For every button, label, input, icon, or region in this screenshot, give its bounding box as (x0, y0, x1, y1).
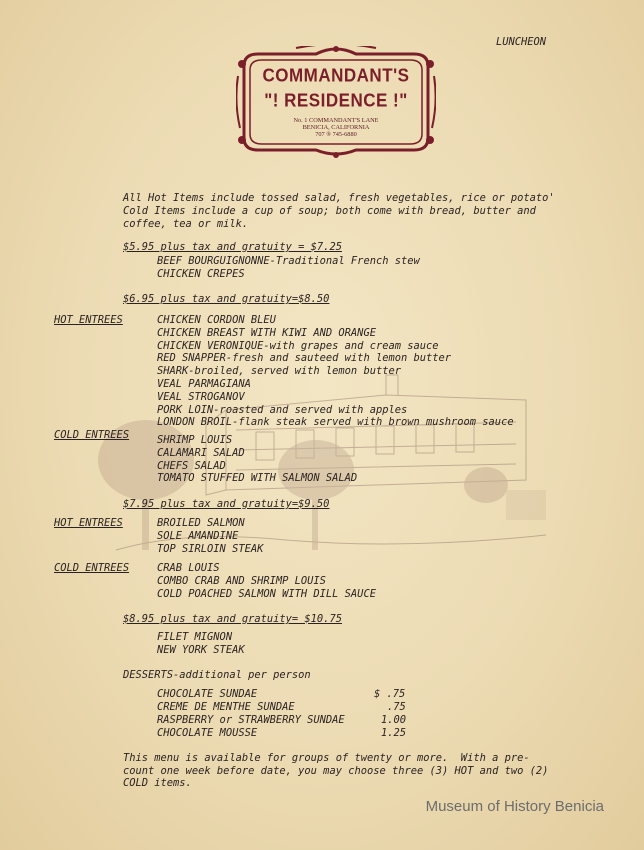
intro-line: Cold Items include a cup of soup; both come with bread, butter and (123, 205, 536, 217)
logo-name-line1: COMMANDANT'S (262, 65, 410, 86)
dessert-item: CHOCOLATE SUNDAE (157, 688, 258, 700)
dessert-price: 1.00 (381, 714, 407, 726)
menu-item: TOP SIRLOIN STEAK (157, 543, 264, 555)
menu-item: SOLE AMANDINE (157, 530, 239, 542)
dessert-price: $ .75 (374, 688, 406, 700)
menu-item: CHICKEN CREPES (157, 268, 245, 280)
price-tier-2: $6.95 plus tax and gratuity=$8.50 (123, 293, 330, 305)
logo-address-3: 707 ® 745-6880 (315, 131, 357, 138)
menu-item: RED SNAPPER-fresh and sauteed with lemon butter (157, 352, 452, 364)
logo-name-line2: "! RESIDENCE !" (264, 90, 408, 111)
museum-watermark: Museum of History Benicia (425, 798, 604, 815)
menu-item: BEEF BOURGUIGNONNE-Traditional French stew (157, 255, 420, 267)
menu-item: VEAL PARMAGIANA (157, 378, 251, 390)
dessert-item: CREME DE MENTHE SUNDAE (157, 701, 295, 713)
menu-item: CHICKEN VERONIQUE-with grapes and cream sauce (157, 340, 439, 352)
price-tier-4: $8.95 plus tax and gratuity= $10.75 (123, 613, 342, 625)
menu-item: LONDON BROIL-flank steak served with brown mushroom sauce (157, 416, 514, 428)
hot-entrees-label: HOT ENTREES (54, 517, 123, 529)
cold-entrees-label: COLD ENTREES (54, 429, 130, 441)
menu-item: SHRIMP LOUIS (157, 434, 233, 446)
cold-entrees-label: COLD ENTREES (54, 562, 130, 574)
menu-item: NEW YORK STEAK (157, 644, 245, 656)
price-tier-3: $7.95 plus tax and gratuity=$9.50 (123, 498, 330, 510)
menu-item: BROILED SALMON (157, 517, 245, 529)
menu-item: CRAB LOUIS (157, 562, 220, 574)
footer-note: This menu is available for groups of twenty or more. With a pre- (123, 752, 530, 764)
menu-item: VEAL STROGANOV (157, 391, 245, 403)
menu-item: TOMATO STUFFED WITH SALMON SALAD (157, 472, 358, 484)
dessert-price: 1.25 (381, 727, 407, 739)
dessert-item: RASPBERRY or STRAWBERRY SUNDAE (157, 714, 345, 726)
price-tier-1: $5.95 plus tax and gratuity = $7.25 (123, 241, 342, 253)
menu-item: CHICKEN CORDON BLEU (157, 314, 276, 326)
hot-entrees-label: HOT ENTREES (54, 314, 123, 326)
intro-line: All Hot Items include tossed salad, fresh vegetables, rice or potato' (123, 192, 555, 204)
logo-address-1: No. 1 COMMANDANT'S LANE (293, 117, 379, 124)
footer-note: COLD items. (123, 777, 192, 789)
menu-item: COMBO CRAB AND SHRIMP LOUIS (157, 575, 326, 587)
logo-address-2: BENICIA, CALIFORNIA (302, 124, 370, 131)
menu-item: SHARK-broiled, served with lemon butter (157, 365, 401, 377)
dessert-item: CHOCOLATE MOUSSE (157, 727, 258, 739)
dessert-price: .75 (387, 701, 406, 713)
menu-item: CHICKEN BREAST WITH KIWI AND ORANGE (157, 327, 376, 339)
menu-item: CHEFS SALAD (157, 460, 226, 472)
meal-label: LUNCHEON (496, 36, 547, 48)
desserts-heading: DESSERTS-additional per person (123, 669, 311, 681)
menu-item: CALAMARI SALAD (157, 447, 245, 459)
footer-note: count one week before date, you may choose three (3) HOT and two (2) (123, 765, 549, 777)
menu-item: FILET MIGNON (157, 631, 233, 643)
intro-line: coffee, tea or milk. (123, 218, 249, 230)
restaurant-logo (236, 46, 436, 158)
menu-item: COLD POACHED SALMON WITH DILL SAUCE (157, 588, 376, 600)
menu-item: PORK LOIN-roasted and served with apples (157, 404, 408, 416)
